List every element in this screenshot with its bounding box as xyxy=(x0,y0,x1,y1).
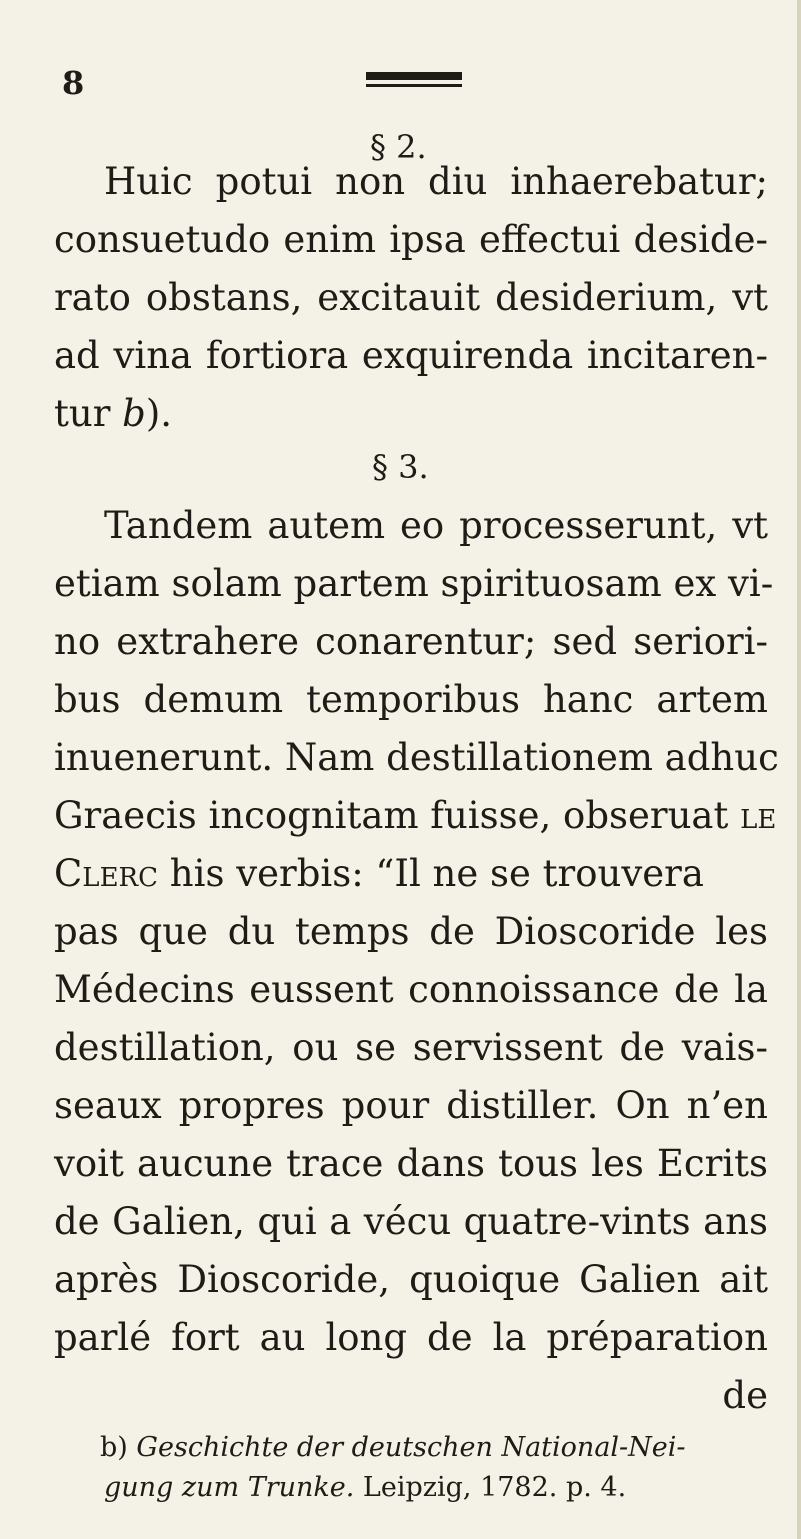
author-name: le xyxy=(740,794,777,837)
footnote-line xyxy=(104,1470,626,1506)
text-line: après Dioscoride, quoique Galien ait xyxy=(54,1258,768,1301)
text-line: inuenerunt. Nam destillationem adhuc xyxy=(54,736,779,779)
footnote-line xyxy=(100,1430,686,1466)
text-line xyxy=(54,792,777,840)
footnote-title: Geschichte der deutschen National-Nei- xyxy=(136,1432,686,1463)
section-3-heading: § 3. xyxy=(372,448,429,486)
text-line: consuetudo enim ipsa effectui deside- xyxy=(54,218,768,261)
page-edge xyxy=(797,0,801,1539)
page-number: 8 xyxy=(62,64,85,102)
footnote-imprint: Leipzig, 1782. p. 4. xyxy=(354,1472,627,1503)
text-line: voit aucune trace dans tous les Ecrits xyxy=(54,1142,768,1185)
text-line xyxy=(54,390,768,438)
text-line: etiam solam partem spirituosam ex vi- xyxy=(54,562,774,605)
author-name: Clerc xyxy=(54,852,159,895)
text-line: rato obstans, excitauit desiderium, vt xyxy=(54,276,768,319)
text-line xyxy=(54,850,768,898)
text-fragment: Graecis incognitam fuisse, obseruat xyxy=(54,794,741,837)
text-line: parlé fort au long de la préparation xyxy=(54,1316,768,1359)
text-fragment: his verbis: “Il ne se trouvera xyxy=(158,852,704,895)
header-rule-thick xyxy=(366,72,462,80)
text-line: destillation, ou se servissent de vais- xyxy=(54,1026,768,1069)
footnote-marker: b) xyxy=(100,1432,128,1463)
catchword: de xyxy=(722,1374,768,1417)
section-2-heading: § 2. xyxy=(370,128,427,166)
text-line: Médecins eussent connoissance de la xyxy=(54,968,768,1011)
text-line: no extrahere conarentur; sed seriori- xyxy=(54,620,768,663)
footnote-reference: b xyxy=(122,392,146,435)
footnote-title: gung zum Trunke. xyxy=(104,1472,355,1503)
text-line: ad vina fortiora exquirenda incitaren- xyxy=(54,334,768,377)
text-line: Huic potui non diu inhaerebatur; xyxy=(104,160,768,203)
text-line: de Galien, qui a vécu quatre-vints ans xyxy=(54,1200,768,1243)
text-line: bus demum temporibus hanc artem xyxy=(54,678,768,721)
text-line: seaux propres pour distiller. On n’en xyxy=(54,1084,768,1127)
header-rule xyxy=(366,72,462,88)
text-fragment: tur xyxy=(54,392,123,435)
text-line: Tandem autem eo processerunt, vt xyxy=(104,504,768,547)
header-rule-thin xyxy=(366,84,462,87)
text-fragment: ). xyxy=(145,392,173,435)
text-line: pas que du temps de Dioscoride les xyxy=(54,910,768,953)
